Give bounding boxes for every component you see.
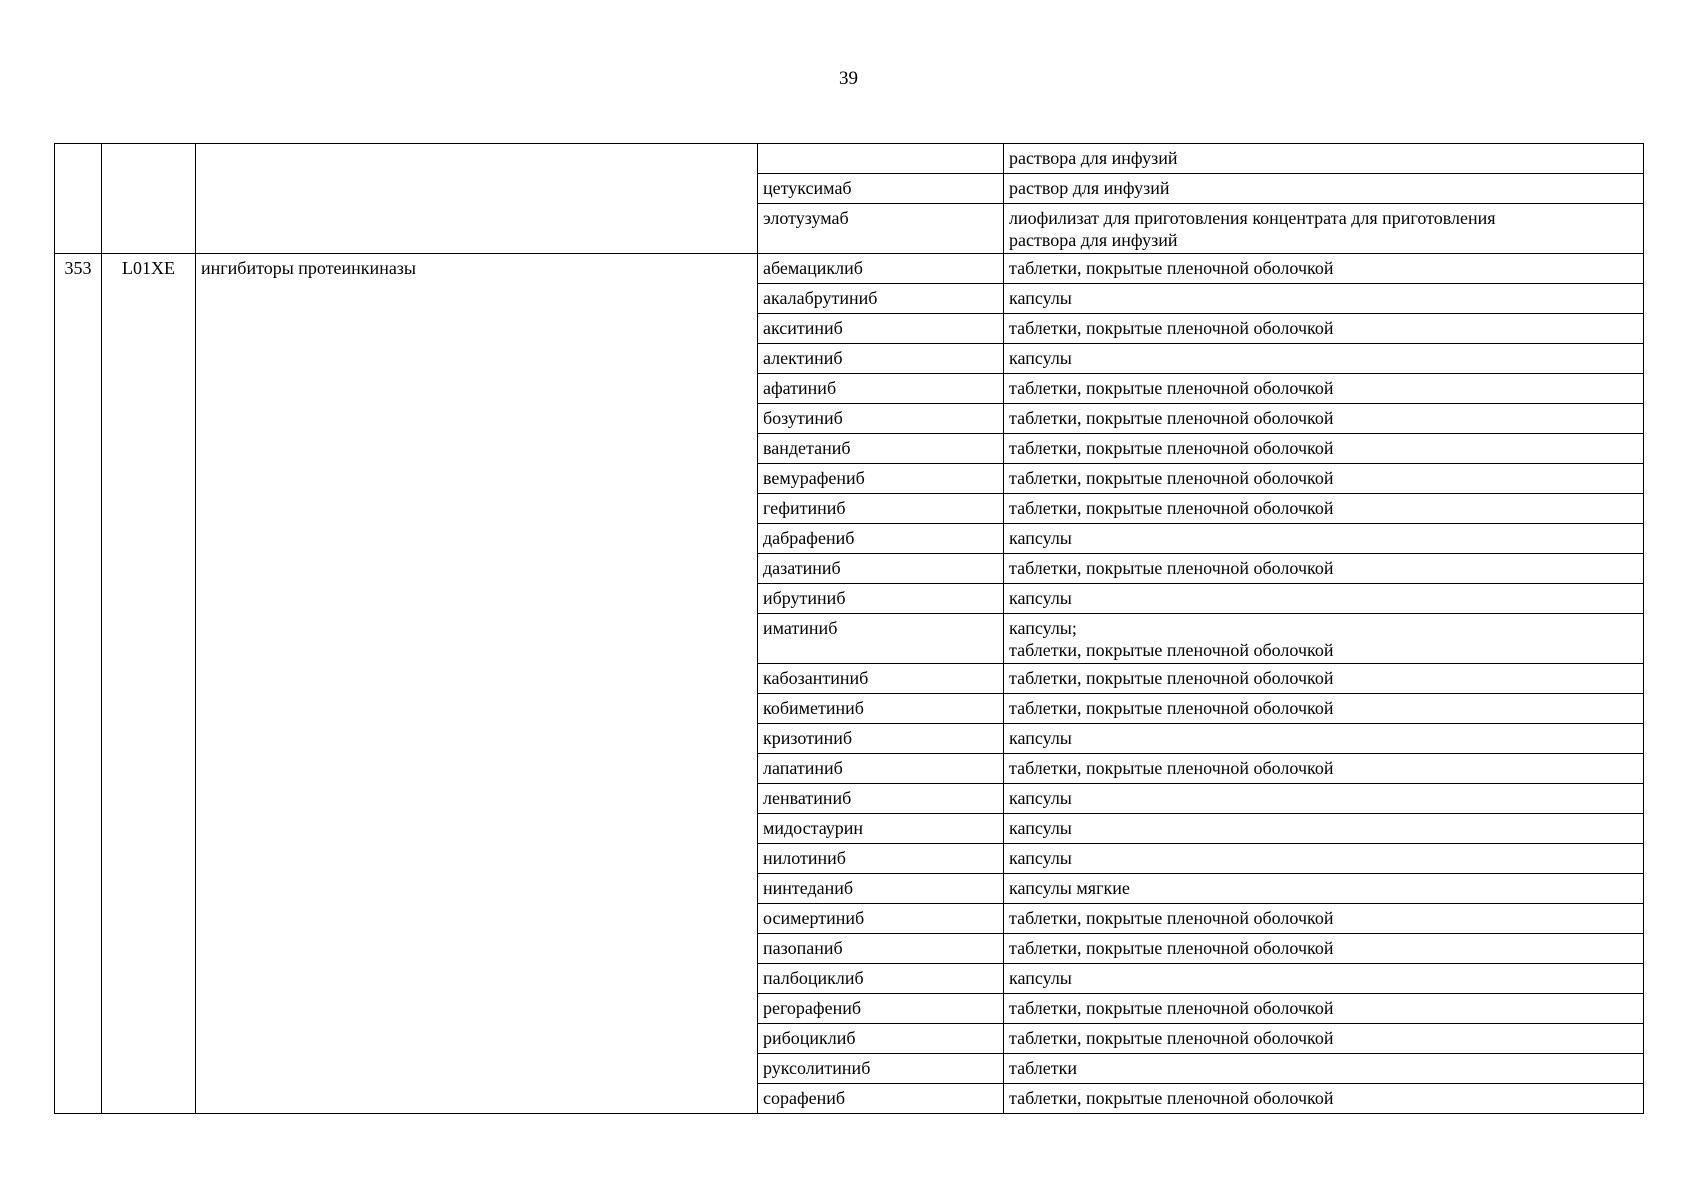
- dosage-form-cell: [1004, 844, 1644, 874]
- drug-name: иматиниб: [763, 618, 838, 638]
- drug-name-cell: [758, 754, 1004, 784]
- drug-name-cell: [758, 1024, 1004, 1054]
- drug-name-cell: [758, 284, 1004, 314]
- drug-name-cell: [758, 144, 1004, 174]
- dosage-form: раствор для инфузий: [1009, 178, 1170, 198]
- code-cell: [102, 254, 196, 1114]
- dosage-form: таблетки, покрытые пленочной оболочкой: [1009, 468, 1334, 488]
- drug-name: лапатиниб: [763, 758, 843, 778]
- dosage-form-cell: [1004, 994, 1644, 1024]
- dosage-form: таблетки, покрытые пленочной оболочкой: [1009, 318, 1334, 338]
- drug-name: регорафениб: [763, 998, 861, 1018]
- dosage-form-cell: [1004, 784, 1644, 814]
- dosage-form-cell: [1004, 934, 1644, 964]
- drug-name-cell: [758, 1054, 1004, 1084]
- dosage-form: капсулы: [1009, 348, 1072, 368]
- drug-name-cell: [758, 934, 1004, 964]
- drug-name: ибрутиниб: [763, 588, 846, 608]
- drug-name-cell: [758, 964, 1004, 994]
- dosage-form: раствора для инфузий: [1009, 148, 1178, 168]
- drug-name: кобиметиниб: [763, 698, 864, 718]
- number-cell: [55, 144, 102, 254]
- drug-name-cell: [758, 874, 1004, 904]
- dosage-form: капсулы: [1009, 818, 1072, 838]
- number: 353: [64, 258, 92, 278]
- dosage-form: капсулы мягкие: [1009, 878, 1130, 898]
- drug-name-cell: [758, 434, 1004, 464]
- dosage-form-cell: [1004, 554, 1644, 584]
- drug-name: кабозантиниб: [763, 668, 869, 688]
- dosage-form: капсулы: [1009, 588, 1072, 608]
- drug-name-cell: [758, 664, 1004, 694]
- dosage-form-cell: [1004, 434, 1644, 464]
- dosage-form-cell: [1004, 904, 1644, 934]
- drug-name: руксолитиниб: [763, 1058, 871, 1078]
- dosage-form-cell: [1004, 464, 1644, 494]
- drug-name: абемациклиб: [763, 258, 863, 278]
- dosage-form: капсулы: [1009, 728, 1072, 748]
- dosage-form-cell: [1004, 814, 1644, 844]
- dosage-form: таблетки, покрытые пленочной оболочкой: [1009, 758, 1334, 778]
- drug-name: вемурафениб: [763, 468, 865, 488]
- drug-name-cell: [758, 344, 1004, 374]
- group-cell: [196, 144, 758, 254]
- drug-name: алектиниб: [763, 348, 843, 368]
- dosage-form-cell: [1004, 284, 1644, 314]
- drug-name: нилотиниб: [763, 848, 846, 868]
- dosage-form: таблетки, покрытые пленочной оболочкой: [1009, 408, 1334, 428]
- dosage-form-cell: [1004, 964, 1644, 994]
- drug-name-cell: [758, 464, 1004, 494]
- dosage-form-cell: [1004, 524, 1644, 554]
- code: L01XE: [122, 258, 175, 278]
- dosage-form: капсулы: [1009, 788, 1072, 808]
- dosage-form: капсулы; таблетки, покрытые пленочной оболочкой: [1009, 618, 1334, 660]
- dosage-form-cell: [1004, 754, 1644, 784]
- dosage-form: таблетки: [1009, 1058, 1078, 1078]
- group-name-cell: [196, 254, 758, 1114]
- dosage-form: таблетки, покрытые пленочной оболочкой: [1009, 558, 1334, 578]
- drug-name: афатиниб: [763, 378, 837, 398]
- drug-name-cell: [758, 784, 1004, 814]
- drug-name-cell: [758, 524, 1004, 554]
- drug-name-cell: [758, 314, 1004, 344]
- dosage-form: таблетки, покрытые пленочной оболочкой: [1009, 1088, 1334, 1108]
- drug-name-cell: [758, 404, 1004, 434]
- drug-name-cell: [758, 694, 1004, 724]
- dosage-form-cell: [1004, 614, 1644, 664]
- drug-name-cell: [758, 1084, 1004, 1114]
- drug-name-cell: [758, 494, 1004, 524]
- dosage-form: капсулы: [1009, 968, 1072, 988]
- dosage-form-cell: [1004, 584, 1644, 614]
- drug-name: цетуксимаб: [763, 178, 852, 198]
- dosage-form-cell: [1004, 254, 1644, 284]
- drug-name: бозутиниб: [763, 408, 843, 428]
- table-row: [55, 144, 1644, 174]
- drug-name-cell: [758, 904, 1004, 934]
- drug-name-cell: [758, 174, 1004, 204]
- drug-name-cell: [758, 254, 1004, 284]
- drug-name: гефитиниб: [763, 498, 846, 518]
- dosage-form-cell: [1004, 174, 1644, 204]
- drug-name-cell: [758, 374, 1004, 404]
- dosage-form-cell: [1004, 1084, 1644, 1114]
- drug-name: акситиниб: [763, 318, 843, 338]
- drug-name-cell: [758, 584, 1004, 614]
- drug-name: дабрафениб: [763, 528, 855, 548]
- table-row: [55, 254, 1644, 284]
- dosage-form: таблетки, покрытые пленочной оболочкой: [1009, 498, 1334, 518]
- dosage-form-cell: [1004, 144, 1644, 174]
- dosage-form-cell: [1004, 204, 1644, 254]
- dosage-form: капсулы: [1009, 848, 1072, 868]
- drug-name-cell: [758, 844, 1004, 874]
- dosage-form: таблетки, покрытые пленочной оболочкой: [1009, 998, 1334, 1018]
- group-name: ингибиторы протеинкиназы: [201, 258, 417, 278]
- dosage-form: таблетки, покрытые пленочной оболочкой: [1009, 938, 1334, 958]
- number-cell: [55, 254, 102, 1114]
- page-number: 39: [839, 68, 858, 89]
- dosage-form-cell: [1004, 724, 1644, 754]
- dosage-form: таблетки, покрытые пленочной оболочкой: [1009, 378, 1334, 398]
- drug-name: пазопаниб: [763, 938, 843, 958]
- dosage-form-cell: [1004, 1024, 1644, 1054]
- drug-name: вандетаниб: [763, 438, 851, 458]
- drug-name-cell: [758, 614, 1004, 664]
- drug-name: элотузумаб: [763, 208, 849, 228]
- dosage-form: капсулы: [1009, 528, 1072, 548]
- drug-name: палбоциклиб: [763, 968, 864, 988]
- dosage-form: таблетки, покрытые пленочной оболочкой: [1009, 698, 1334, 718]
- dosage-form-cell: [1004, 494, 1644, 524]
- drug-name: кризотиниб: [763, 728, 853, 748]
- dosage-form: таблетки, покрытые пленочной оболочкой: [1009, 258, 1334, 278]
- dosage-form-cell: [1004, 404, 1644, 434]
- dosage-form-cell: [1004, 314, 1644, 344]
- drug-name-cell: [758, 204, 1004, 254]
- drug-name: ленватиниб: [763, 788, 852, 808]
- drug-name: акалабрутиниб: [763, 288, 878, 308]
- dosage-form: таблетки, покрытые пленочной оболочкой: [1009, 668, 1334, 688]
- drug-table: [54, 143, 1644, 1114]
- dosage-form-cell: [1004, 374, 1644, 404]
- group-section: [55, 254, 1644, 1114]
- drug-name: сорафениб: [763, 1088, 846, 1108]
- dosage-form: таблетки, покрытые пленочной оболочкой: [1009, 438, 1334, 458]
- dosage-form: лиофилизат для приготовления концентрата для приготовления раствора для инфузий: [1009, 208, 1496, 250]
- drug-name-cell: [758, 554, 1004, 584]
- drug-name: осимертиниб: [763, 908, 865, 928]
- drug-name: дазатиниб: [763, 558, 841, 578]
- dosage-form: капсулы: [1009, 288, 1072, 308]
- dosage-form: таблетки, покрытые пленочной оболочкой: [1009, 908, 1334, 928]
- dosage-form-cell: [1004, 694, 1644, 724]
- drug-name-cell: [758, 814, 1004, 844]
- drug-name: рибоциклиб: [763, 1028, 856, 1048]
- drug-name-cell: [758, 994, 1004, 1024]
- dosage-form-cell: [1004, 664, 1644, 694]
- drug-name-cell: [758, 724, 1004, 754]
- dosage-form-cell: [1004, 874, 1644, 904]
- dosage-form: таблетки, покрытые пленочной оболочкой: [1009, 1028, 1334, 1048]
- dosage-form-cell: [1004, 1054, 1644, 1084]
- drug-name: мидостаурин: [763, 818, 864, 838]
- continued-section: [55, 144, 1644, 254]
- drug-name: нинтеданиб: [763, 878, 854, 898]
- dosage-form-cell: [1004, 344, 1644, 374]
- code-cell: [102, 144, 196, 254]
